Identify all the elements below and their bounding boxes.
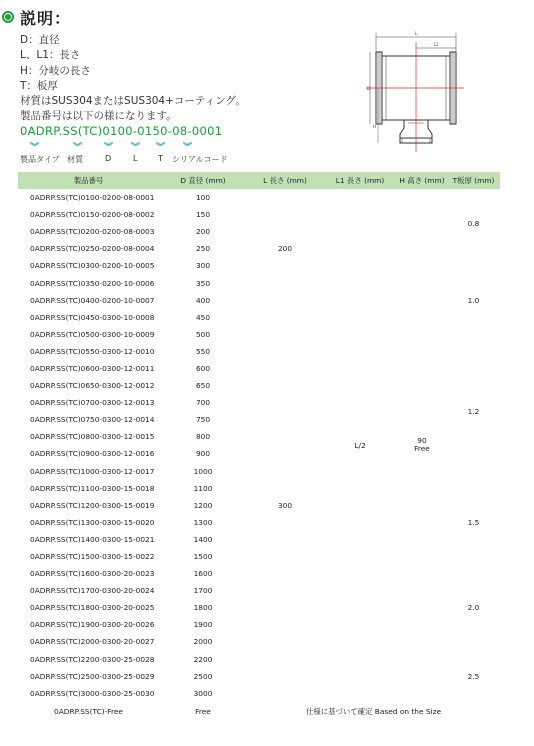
diameter-cell: 1100 <box>193 483 213 493</box>
part-number-cell: 0ADRP.SS(TC)0550-0300-12-0010 <box>30 346 155 356</box>
col-header-length-l1: L1 長さ (mm) <box>323 172 397 189</box>
col-header-diameter: D 直径 (mm) <box>159 172 247 189</box>
diameter-cell: 400 <box>195 295 211 305</box>
diameter-cell: 100 <box>195 193 211 203</box>
diameter-cell: 1400 <box>193 534 213 544</box>
desc-line-numbering: 製品番号は以下の様になります。 <box>20 110 177 122</box>
diameter-cell: 250 <box>195 244 211 254</box>
part-number-cell: 0ADRP.SS(TC)2500-0300-25-0029 <box>30 671 155 681</box>
part-number-cell: 0ADRP.SS(TC)1000-0300-12-0017 <box>30 466 155 476</box>
desc-line-h: H：分岐の長さ <box>20 65 91 77</box>
dim-label-d: D <box>367 86 371 91</box>
table-footer-row <box>18 702 500 722</box>
chevron-down-icon: ︾ <box>73 143 83 153</box>
legend-serial: シリアルコード <box>172 155 228 164</box>
part-number-cell: 0ADRP.SS(TC)1600-0300-20-0023 <box>30 569 155 579</box>
part-number-cell: 0ADRP.SS(TC)1300-0300-15-0020 <box>30 517 155 527</box>
diameter-cell: 750 <box>195 415 211 425</box>
spec-table <box>18 172 500 722</box>
part-number-cell: 0ADRP.SS(TC)2000-0300-20-0027 <box>30 637 155 647</box>
chevron-down-icon: ︾ <box>183 143 193 153</box>
part-number-cell: 0ADRP.SS(TC)3000-0300-25-0030 <box>30 688 155 698</box>
part-number-cell: 0ADRP.SS(TC)0150-0200-08-0002 <box>30 210 155 220</box>
legend-l: L <box>133 154 138 163</box>
diameter-cell: 1900 <box>193 620 213 630</box>
diameter-cell: 500 <box>195 329 211 339</box>
thickness-cell: 1.0 <box>467 295 480 305</box>
diameter-cell: 2200 <box>193 654 213 664</box>
diameter-cell: 3000 <box>193 688 213 698</box>
diameter-cell: 550 <box>195 346 211 356</box>
part-number-cell: 0ADRP.SS(TC)0200-0200-08-0003 <box>30 227 155 237</box>
col-header-part-number: 製品番号 <box>18 172 159 189</box>
dim-label-h: H <box>373 124 377 129</box>
part-number-cell: 0ADRP.SS(TC)1800-0300-20-0025 <box>30 603 155 613</box>
diameter-cell: 800 <box>195 432 211 442</box>
diameter-cell: 600 <box>195 363 211 373</box>
tee-drawing <box>352 28 472 160</box>
thickness-cell: 0.8 <box>467 218 480 228</box>
desc-line-t: T：板厚 <box>20 80 58 92</box>
desc-line-d: D：直径 <box>20 34 60 46</box>
part-number-cell: 0ADRP.SS(TC)1700-0300-20-0024 <box>30 586 155 596</box>
diameter-cell: 650 <box>195 381 211 391</box>
table-body <box>18 189 500 722</box>
length-cell: 200 <box>277 244 293 254</box>
length-cell: 300 <box>277 500 293 510</box>
col-header-length: L 長さ (mm) <box>247 172 323 189</box>
length-l1-cell: L/2 <box>354 440 366 450</box>
diameter-cell: 1700 <box>193 586 213 596</box>
code-example: 0ADRP.SS(TC)0100-0150-08-0001 <box>20 124 223 138</box>
desc-line-material: 材質はSUS304またはSUS304+コーティング。 <box>20 95 246 107</box>
part-number-cell: 0ADRP.SS(TC)0900-0300-12-0016 <box>30 449 155 459</box>
section-title <box>2 6 71 28</box>
diameter-cell: 1800 <box>193 603 213 613</box>
footer-part-number: 0ADRP.SS(TC)-Free <box>54 707 123 717</box>
part-number-cell: 0ADRP.SS(TC)0650-0300-12-0012 <box>30 381 155 391</box>
part-number-cell: 0ADRP.SS(TC)1200-0300-15-0019 <box>30 500 155 510</box>
chevron-down-icon: ︾ <box>30 143 40 153</box>
diameter-cell: 150 <box>195 210 211 220</box>
thickness-cell: 2.5 <box>467 671 480 681</box>
diameter-cell: 350 <box>195 278 211 288</box>
part-number-cell: 0ADRP.SS(TC)1500-0300-15-0022 <box>30 552 155 562</box>
diameter-cell: 1000 <box>193 466 213 476</box>
section-title-text: 説明： <box>20 8 72 28</box>
part-number-cell: 0ADRP.SS(TC)0250-0200-08-0004 <box>30 244 155 254</box>
thickness-cell: 1.5 <box>467 517 480 527</box>
chevron-down-icon: ︾ <box>156 143 166 153</box>
part-number-cell: 0ADRP.SS(TC)1100-0300-15-0018 <box>30 483 155 493</box>
part-number-cell: 0ADRP.SS(TC)0350-0200-10-0006 <box>30 278 155 288</box>
part-number-cell: 0ADRP.SS(TC)2200-0300-25-0028 <box>30 654 155 664</box>
legend-t: T <box>158 154 163 163</box>
diameter-cell: 450 <box>195 312 211 322</box>
legend-material: 材質 <box>67 155 83 164</box>
height-cell: 90 Free <box>414 436 430 454</box>
chevron-down-icon: ︾ <box>131 143 141 153</box>
legend-d: D <box>105 154 112 163</box>
diameter-cell: 2000 <box>193 637 213 647</box>
footer-note: 仕様に基づいて確定 Based on the Size <box>305 707 442 717</box>
col-header-height: H 高さ (mm) <box>397 172 447 189</box>
part-number-cell: 0ADRP.SS(TC)0400-0200-10-0007 <box>30 295 155 305</box>
dim-label-l1: L1 <box>433 42 439 47</box>
thickness-cell: 2.0 <box>467 603 480 613</box>
part-number-cell: 0ADRP.SS(TC)1400-0300-15-0021 <box>30 534 155 544</box>
part-number-cell: 0ADRP.SS(TC)0300-0200-10-0005 <box>30 261 155 271</box>
diameter-cell: 300 <box>195 261 211 271</box>
diameter-cell: 1300 <box>193 517 213 527</box>
thickness-cell: 1.2 <box>467 406 480 416</box>
diameter-cell: 700 <box>195 398 211 408</box>
part-number-cell: 0ADRP.SS(TC)0800-0300-12-0015 <box>30 432 155 442</box>
diameter-cell: 1200 <box>193 500 213 510</box>
desc-line-l: L、L1：長さ <box>20 49 81 61</box>
radio-bullet-icon <box>2 11 14 23</box>
table-header-row <box>18 172 500 189</box>
part-number-cell: 0ADRP.SS(TC)0450-0300-10-0008 <box>30 312 155 322</box>
part-number-cell: 0ADRP.SS(TC)1900-0300-20-0026 <box>30 620 155 630</box>
diameter-cell: 200 <box>195 227 211 237</box>
diameter-cell: 1500 <box>193 552 213 562</box>
col-header-thickness: T板厚 (mm) <box>447 172 500 189</box>
diameter-cell: 2500 <box>193 671 213 681</box>
part-number-cell: 0ADRP.SS(TC)0500-0300-10-0009 <box>30 329 155 339</box>
part-number-cell: 0ADRP.SS(TC)0750-0300-12-0014 <box>30 415 155 425</box>
diameter-cell: 1600 <box>193 569 213 579</box>
dim-label-l: L <box>414 31 418 36</box>
part-number-cell: 0ADRP.SS(TC)0100-0200-08-0001 <box>30 193 155 203</box>
diameter-cell: 900 <box>195 449 211 459</box>
legend-product-type: 製品タイプ <box>20 155 60 164</box>
part-number-cell: 0ADRP.SS(TC)0700-0300-12-0013 <box>30 398 155 408</box>
part-number-cell: 0ADRP.SS(TC)0600-0300-12-0011 <box>30 363 155 373</box>
chevron-down-icon: ︾ <box>104 143 114 153</box>
table-row <box>18 189 500 206</box>
footer-diameter: Free <box>195 707 211 717</box>
